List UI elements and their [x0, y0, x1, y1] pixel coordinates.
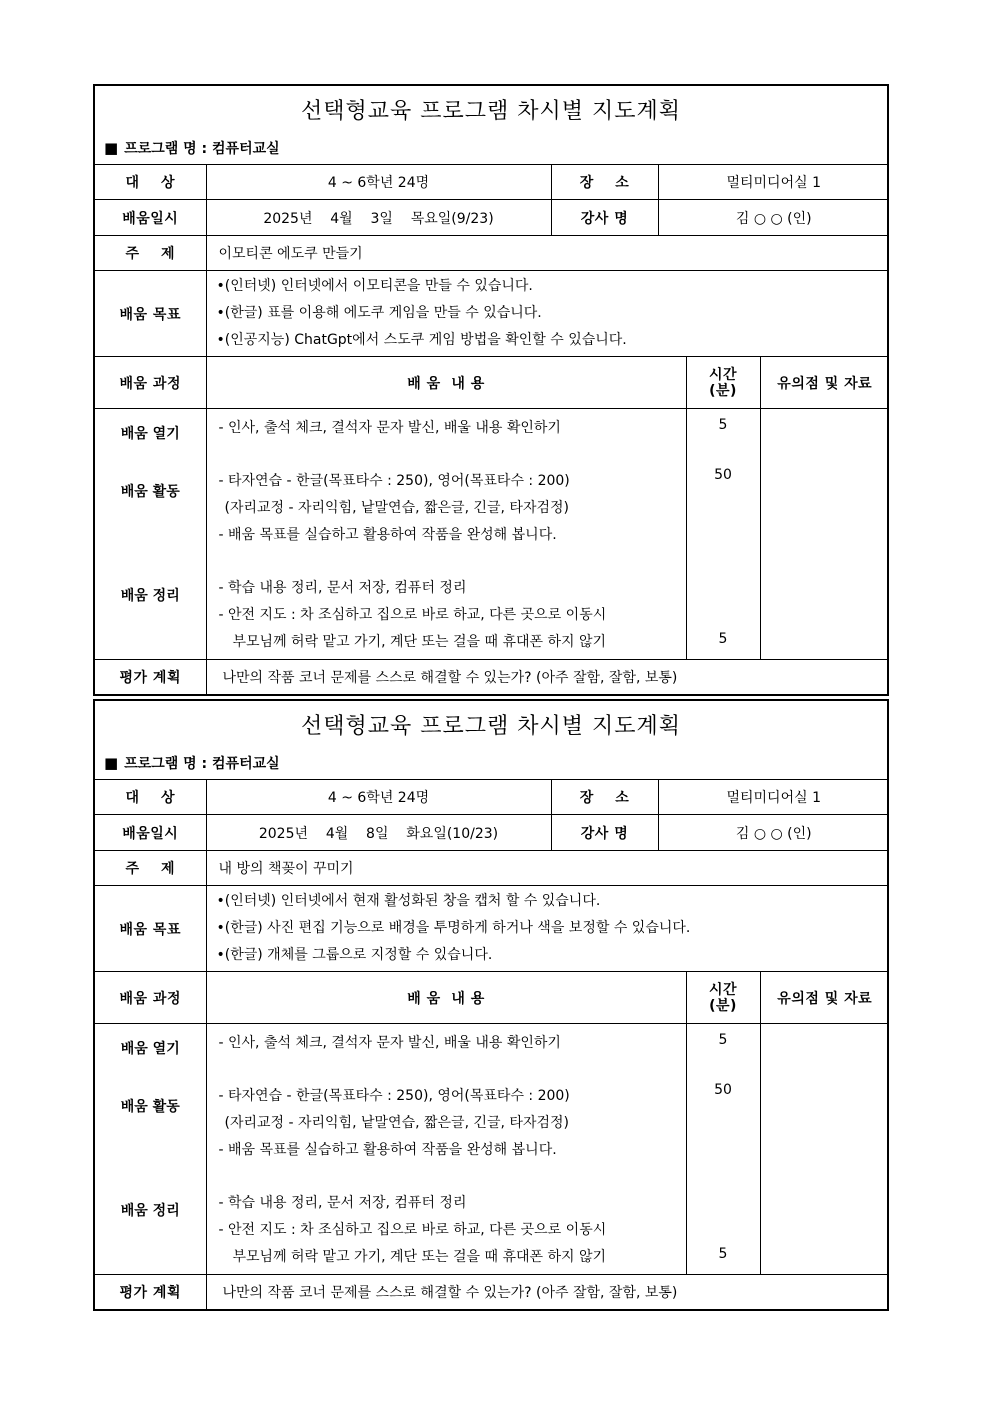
process-header: 배움 과정	[95, 972, 206, 1024]
content-line: 부모님께 허락 맡고 가기, 계단 또는 걸을 때 휴대폰 하지 않기	[232, 634, 607, 650]
plan-title: 선택형교육 프로그램 차시별 지도계획	[300, 713, 681, 739]
stage-wrapup: 배움 정리	[120, 1203, 180, 1219]
content-line: (자리교정 - 자리익힘, 낱말연습, 짧은글, 긴글, 타자검정)	[224, 500, 569, 516]
time-value: 50	[714, 467, 732, 483]
target-label: 대 상	[95, 165, 206, 200]
notes-cell	[760, 409, 889, 660]
time-cell	[686, 1024, 760, 1275]
stage-open: 배움 열기	[120, 426, 180, 442]
stage-activity: 배움 활동	[120, 1099, 180, 1115]
content-header: 배 움 내 용	[206, 972, 686, 1024]
goal-item: •(한글) 표를 이용해 에도쿠 게임을 만들 수 있습니다.	[216, 305, 542, 321]
time-cell	[686, 409, 760, 660]
goal-item: •(한글) 사진 편집 기능으로 배경을 투명하게 하거나 색을 보정할 수 있습니다.	[216, 920, 691, 936]
time-value: 50	[714, 1082, 732, 1098]
time-value: 5	[718, 1032, 728, 1048]
time-value: 5	[718, 417, 728, 433]
content-header: 배 움 내 용	[206, 357, 686, 409]
place-label: 장 소	[551, 780, 658, 815]
time-header	[686, 972, 760, 1024]
stage-open: 배움 열기	[120, 1041, 180, 1057]
eval-value: 나만의 작품 코너 문제를 스스로 해결할 수 있는가? (아주 잘함, 잘함, 보통)	[206, 660, 889, 694]
square-bullet-icon: ■	[104, 754, 119, 772]
content-line: - 학습 내용 정리, 문서 저장, 컴퓨터 정리	[218, 580, 467, 596]
content-line: - 인사, 출석 체크, 결석자 문자 발신, 배울 내용 확인하기	[218, 1035, 561, 1051]
content-line: - 학습 내용 정리, 문서 저장, 컴퓨터 정리	[218, 1195, 467, 1211]
goal-item: •(한글) 개체를 그룹으로 지정할 수 있습니다.	[216, 947, 493, 963]
program-name: 프로그램 명 : 컴퓨터교실	[124, 756, 280, 772]
eval-label: 평가 계획	[95, 1275, 206, 1309]
lesson-plan-2	[93, 699, 889, 1311]
content-line: - 안전 지도 : 차 조심하고 집으로 바로 하교, 다른 곳으로 이동시	[218, 607, 607, 623]
content-line: - 인사, 출석 체크, 결석자 문자 발신, 배울 내용 확인하기	[218, 420, 561, 436]
content-line: (자리교정 - 자리익힘, 낱말연습, 짧은글, 긴글, 타자검정)	[224, 1115, 569, 1131]
program-name-row	[95, 747, 887, 779]
goal-item: •(인공지능) ChatGpt에서 스도쿠 게임 방법을 확인할 수 있습니다.	[216, 332, 627, 348]
date-label: 배움일시	[95, 200, 206, 236]
goal-item: •(인터넷) 인터넷에서 현재 활성화된 창을 캡처 할 수 있습니다.	[216, 893, 601, 909]
time-header	[686, 357, 760, 409]
content-line: - 배움 목표를 실습하고 활용하여 작품을 완성해 봅니다.	[218, 1142, 557, 1158]
content-line: - 타자연습 - 한글(목표타수 : 250), 영어(목표타수 : 200)	[218, 1088, 570, 1104]
square-bullet-icon: ■	[104, 139, 119, 157]
time-value: 5	[718, 631, 728, 647]
eval-label: 평가 계획	[95, 660, 206, 694]
time-value: 5	[718, 1246, 728, 1262]
notes-header: 유의점 및 자료	[760, 357, 889, 409]
stage-activity: 배움 활동	[120, 484, 180, 500]
date-label: 배움일시	[95, 815, 206, 851]
eval-value: 나만의 작품 코너 문제를 스스로 해결할 수 있는가? (아주 잘함, 잘함, 보통)	[206, 1275, 889, 1309]
content-line: - 타자연습 - 한글(목표타수 : 250), 영어(목표타수 : 200)	[218, 473, 570, 489]
date-value: 2025년 4월 3일 목요일(9/23)	[206, 200, 551, 236]
program-name: 프로그램 명 : 컴퓨터교실	[124, 141, 280, 157]
target-label: 대 상	[95, 780, 206, 815]
teacher-label: 강사 명	[551, 815, 658, 851]
content-cell	[206, 409, 686, 660]
program-name-row	[95, 132, 887, 164]
plan-table	[95, 164, 889, 694]
content-line: - 안전 지도 : 차 조심하고 집으로 바로 하교, 다른 곳으로 이동시	[218, 1222, 607, 1238]
target-value: 4 ~ 6학년 24명	[206, 165, 551, 200]
goals-label: 배움 목표	[95, 271, 206, 357]
place-value: 멀티미디어실 1	[658, 165, 889, 200]
teacher-value: 김 ○ ○ (인)	[658, 815, 889, 851]
content-cell	[206, 1024, 686, 1275]
topic-label: 주 제	[95, 236, 206, 271]
content-line: 부모님께 허락 맡고 가기, 계단 또는 걸을 때 휴대폰 하지 않기	[232, 1249, 607, 1265]
time-header-line: 시간	[708, 981, 738, 998]
time-header-line: (분)	[709, 382, 737, 399]
notes-cell	[760, 1024, 889, 1275]
teacher-value: 김 ○ ○ (인)	[658, 200, 889, 236]
stage-wrapup: 배움 정리	[120, 588, 180, 604]
lesson-plan-1	[93, 84, 889, 696]
stages-cell	[95, 409, 206, 660]
goal-item: •(인터넷) 인터넷에서 이모티콘을 만들 수 있습니다.	[216, 278, 533, 294]
target-value: 4 ~ 6학년 24명	[206, 780, 551, 815]
goals-list	[206, 886, 889, 972]
date-value: 2025년 4월 8일 화요일(10/23)	[206, 815, 551, 851]
topic-value: 이모티콘 에도쿠 만들기	[206, 236, 889, 271]
time-header-line: (분)	[709, 997, 737, 1014]
notes-header: 유의점 및 자료	[760, 972, 889, 1024]
goals-label: 배움 목표	[95, 886, 206, 972]
plan-title: 선택형교육 프로그램 차시별 지도계획	[300, 98, 681, 124]
place-value: 멀티미디어실 1	[658, 780, 889, 815]
topic-value: 내 방의 책꽂이 꾸미기	[206, 851, 889, 886]
stages-cell	[95, 1024, 206, 1275]
place-label: 장 소	[551, 165, 658, 200]
teacher-label: 강사 명	[551, 200, 658, 236]
topic-label: 주 제	[95, 851, 206, 886]
process-header: 배움 과정	[95, 357, 206, 409]
content-line: - 배움 목표를 실습하고 활용하여 작품을 완성해 봅니다.	[218, 527, 557, 543]
goals-list	[206, 271, 889, 357]
time-header-line: 시간	[708, 366, 738, 383]
plan-table	[95, 779, 889, 1309]
